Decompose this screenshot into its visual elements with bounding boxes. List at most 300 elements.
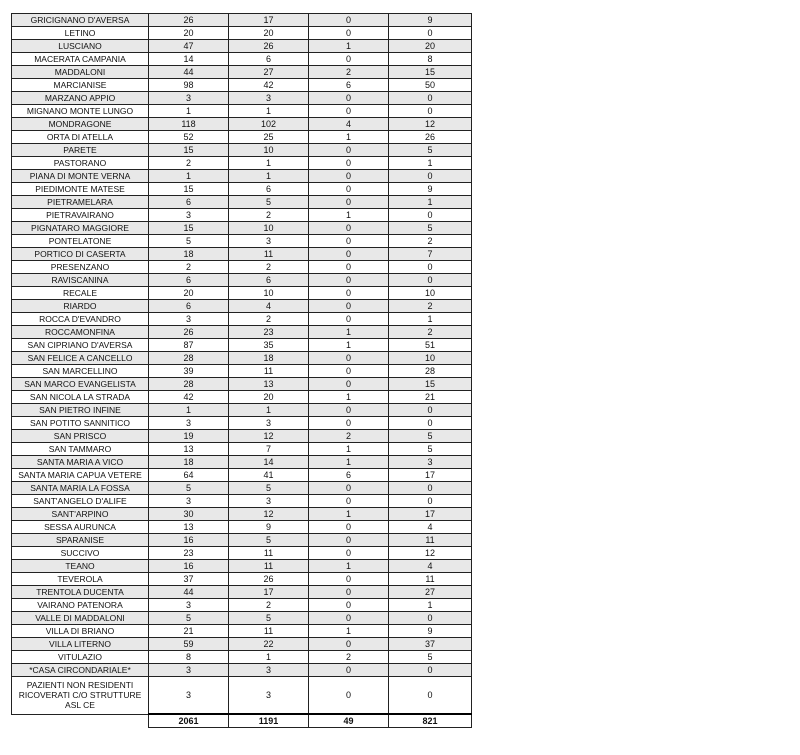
municipality-cell: VILLA DI BRIANO (12, 625, 149, 638)
municipality-cell: LUSCIANO (12, 40, 149, 53)
value-cell-c3: 0 (309, 222, 389, 235)
value-cell-c2: 2 (229, 313, 309, 326)
value-cell-c1: 13 (149, 521, 229, 534)
value-cell-c2: 6 (229, 274, 309, 287)
value-cell-c3: 0 (309, 27, 389, 40)
table-row (12, 53, 472, 66)
table-row (12, 27, 472, 40)
value-cell-c2: 3 (229, 495, 309, 508)
value-cell-c3: 2 (309, 66, 389, 79)
value-cell-c2: 3 (229, 664, 309, 677)
value-cell-c2: 1 (229, 157, 309, 170)
value-cell-c2: 12 (229, 430, 309, 443)
value-cell-c1: 44 (149, 66, 229, 79)
value-cell-c2: 10 (229, 287, 309, 300)
value-cell-c3: 0 (309, 105, 389, 118)
municipality-cell: SESSA AURUNCA (12, 521, 149, 534)
value-cell-c3: 1 (309, 40, 389, 53)
value-cell-c3: 0 (309, 534, 389, 547)
value-cell-c1: 26 (149, 326, 229, 339)
value-cell-c1: 21 (149, 625, 229, 638)
table-row (12, 534, 472, 547)
value-cell-c3: 0 (309, 365, 389, 378)
table-row (12, 586, 472, 599)
value-cell-c2: 20 (229, 27, 309, 40)
value-cell-c1: 6 (149, 274, 229, 287)
value-cell-c1: 15 (149, 144, 229, 157)
table-row (12, 664, 472, 677)
total-cell-c1: 2061 (149, 714, 229, 728)
value-cell-c1: 37 (149, 573, 229, 586)
value-cell-c4: 9 (389, 183, 472, 196)
table-row (12, 144, 472, 157)
value-cell-c1: 16 (149, 560, 229, 573)
value-cell-c1: 39 (149, 365, 229, 378)
value-cell-c2: 3 (229, 677, 309, 715)
value-cell-c4: 0 (389, 170, 472, 183)
value-cell-c1: 23 (149, 547, 229, 560)
municipality-cell: SAN FELICE A CANCELLO (12, 352, 149, 365)
table-row (12, 300, 472, 313)
value-cell-c1: 47 (149, 40, 229, 53)
table-row (12, 131, 472, 144)
value-cell-c2: 6 (229, 53, 309, 66)
municipality-cell: VAIRANO PATENORA (12, 599, 149, 612)
value-cell-c4: 11 (389, 534, 472, 547)
value-cell-c1: 2 (149, 261, 229, 274)
value-cell-c2: 7 (229, 443, 309, 456)
value-cell-c3: 2 (309, 430, 389, 443)
municipality-cell: SANT'ARPINO (12, 508, 149, 521)
municipality-cell: MONDRAGONE (12, 118, 149, 131)
value-cell-c4: 17 (389, 469, 472, 482)
value-cell-c2: 1 (229, 105, 309, 118)
municipality-cell: SPARANISE (12, 534, 149, 547)
value-cell-c1: 5 (149, 482, 229, 495)
table-row (12, 79, 472, 92)
value-cell-c4: 26 (389, 131, 472, 144)
municipality-cell: PIEDIMONTE MATESE (12, 183, 149, 196)
value-cell-c2: 17 (229, 586, 309, 599)
value-cell-c2: 14 (229, 456, 309, 469)
municipality-cell: SAN PIETRO INFINE (12, 404, 149, 417)
value-cell-c4: 1 (389, 157, 472, 170)
table-row (12, 599, 472, 612)
value-cell-c1: 13 (149, 443, 229, 456)
value-cell-c4: 21 (389, 391, 472, 404)
municipality-cell: MARZANO APPIO (12, 92, 149, 105)
value-cell-c2: 17 (229, 14, 309, 27)
value-cell-c4: 0 (389, 261, 472, 274)
value-cell-c4: 0 (389, 105, 472, 118)
municipality-cell: SUCCIVO (12, 547, 149, 560)
municipality-cell: SANTA MARIA A VICO (12, 456, 149, 469)
value-cell-c3: 0 (309, 378, 389, 391)
value-cell-c1: 20 (149, 287, 229, 300)
value-cell-c3: 0 (309, 170, 389, 183)
value-cell-c1: 3 (149, 599, 229, 612)
value-cell-c1: 3 (149, 495, 229, 508)
value-cell-c3: 1 (309, 508, 389, 521)
value-cell-c1: 3 (149, 313, 229, 326)
table-row (12, 651, 472, 664)
value-cell-c4: 4 (389, 560, 472, 573)
value-cell-c4: 9 (389, 625, 472, 638)
value-cell-c3: 0 (309, 612, 389, 625)
value-cell-c4: 5 (389, 651, 472, 664)
value-cell-c4: 10 (389, 352, 472, 365)
value-cell-c3: 1 (309, 456, 389, 469)
municipality-cell: PIANA DI MONTE VERNA (12, 170, 149, 183)
table-row (12, 378, 472, 391)
value-cell-c3: 0 (309, 313, 389, 326)
value-cell-c2: 3 (229, 92, 309, 105)
value-cell-c3: 0 (309, 495, 389, 508)
table-row (12, 521, 472, 534)
value-cell-c4: 0 (389, 274, 472, 287)
table-row (12, 339, 472, 352)
value-cell-c2: 102 (229, 118, 309, 131)
value-cell-c2: 10 (229, 222, 309, 235)
municipality-cell: SAN TAMMARO (12, 443, 149, 456)
value-cell-c4: 15 (389, 378, 472, 391)
value-cell-c1: 5 (149, 235, 229, 248)
municipality-cell: PONTELATONE (12, 235, 149, 248)
municipality-cell: TRENTOLA DUCENTA (12, 586, 149, 599)
value-cell-c2: 22 (229, 638, 309, 651)
value-cell-c2: 2 (229, 209, 309, 222)
value-cell-c4: 2 (389, 326, 472, 339)
table-row (12, 352, 472, 365)
value-cell-c2: 26 (229, 573, 309, 586)
value-cell-c2: 42 (229, 79, 309, 92)
municipality-cell: LETINO (12, 27, 149, 40)
value-cell-c2: 1 (229, 170, 309, 183)
value-cell-c2: 2 (229, 599, 309, 612)
table-row (12, 313, 472, 326)
table-row (12, 40, 472, 53)
value-cell-c1: 59 (149, 638, 229, 651)
table-row (12, 209, 472, 222)
municipality-cell: ORTA DI ATELLA (12, 131, 149, 144)
municipality-cell: PAZIENTI NON RESIDENTI RICOVERATI C/O STRUTTURE ASL CE (12, 677, 149, 715)
table-row (12, 222, 472, 235)
value-cell-c2: 1 (229, 404, 309, 417)
value-cell-c4: 5 (389, 144, 472, 157)
value-cell-c3: 0 (309, 521, 389, 534)
value-cell-c4: 5 (389, 222, 472, 235)
value-cell-c4: 0 (389, 612, 472, 625)
table-row (12, 170, 472, 183)
value-cell-c3: 0 (309, 14, 389, 27)
table-row (12, 118, 472, 131)
value-cell-c1: 18 (149, 248, 229, 261)
table-row (12, 157, 472, 170)
value-cell-c2: 11 (229, 547, 309, 560)
value-cell-c4: 7 (389, 248, 472, 261)
total-cell-c4: 821 (389, 714, 472, 728)
value-cell-c4: 0 (389, 677, 472, 715)
value-cell-c3: 0 (309, 183, 389, 196)
value-cell-c4: 15 (389, 66, 472, 79)
value-cell-c2: 4 (229, 300, 309, 313)
table-row (12, 625, 472, 638)
value-cell-c1: 2 (149, 157, 229, 170)
value-cell-c4: 2 (389, 235, 472, 248)
municipality-cell: PORTICO DI CASERTA (12, 248, 149, 261)
municipality-cell: MADDALONI (12, 66, 149, 79)
municipality-cell: RAVISCANINA (12, 274, 149, 287)
value-cell-c1: 16 (149, 534, 229, 547)
value-cell-c1: 42 (149, 391, 229, 404)
value-cell-c1: 98 (149, 79, 229, 92)
value-cell-c1: 3 (149, 417, 229, 430)
table-row (12, 495, 472, 508)
value-cell-c4: 0 (389, 664, 472, 677)
table-row (12, 287, 472, 300)
table-row (12, 105, 472, 118)
value-cell-c3: 1 (309, 443, 389, 456)
value-cell-c3: 0 (309, 261, 389, 274)
value-cell-c2: 20 (229, 391, 309, 404)
value-cell-c3: 1 (309, 560, 389, 573)
municipality-cell: ROCCA D'EVANDRO (12, 313, 149, 326)
municipality-cell: PARETE (12, 144, 149, 157)
value-cell-c1: 1 (149, 404, 229, 417)
value-cell-c1: 19 (149, 430, 229, 443)
value-cell-c2: 13 (229, 378, 309, 391)
municipality-cell: SANTA MARIA LA FOSSA (12, 482, 149, 495)
table-row (12, 560, 472, 573)
value-cell-c3: 1 (309, 209, 389, 222)
value-cell-c1: 6 (149, 300, 229, 313)
value-cell-c4: 0 (389, 404, 472, 417)
value-cell-c2: 12 (229, 508, 309, 521)
municipality-cell: PIETRAVAIRANO (12, 209, 149, 222)
municipality-cell: SAN PRISCO (12, 430, 149, 443)
value-cell-c4: 27 (389, 586, 472, 599)
value-cell-c2: 3 (229, 417, 309, 430)
table-row (12, 183, 472, 196)
value-cell-c2: 27 (229, 66, 309, 79)
value-cell-c2: 11 (229, 248, 309, 261)
value-cell-c4: 3 (389, 456, 472, 469)
table-row (12, 404, 472, 417)
municipality-cell: SANT'ANGELO D'ALIFE (12, 495, 149, 508)
municipality-cell: SANTA MARIA CAPUA VETERE (12, 469, 149, 482)
value-cell-c4: 9 (389, 14, 472, 27)
value-cell-c4: 0 (389, 417, 472, 430)
value-cell-c1: 28 (149, 378, 229, 391)
value-cell-c4: 28 (389, 365, 472, 378)
municipality-cell: ROCCAMONFINA (12, 326, 149, 339)
value-cell-c1: 87 (149, 339, 229, 352)
table-row (12, 482, 472, 495)
municipality-cell: VITULAZIO (12, 651, 149, 664)
value-cell-c1: 3 (149, 664, 229, 677)
value-cell-c3: 0 (309, 144, 389, 157)
value-cell-c3: 1 (309, 131, 389, 144)
table-row (12, 612, 472, 625)
value-cell-c2: 18 (229, 352, 309, 365)
municipality-cell: TEVEROLA (12, 573, 149, 586)
value-cell-c1: 26 (149, 14, 229, 27)
table-body (12, 14, 472, 728)
value-cell-c2: 23 (229, 326, 309, 339)
value-cell-c4: 1 (389, 196, 472, 209)
value-cell-c2: 11 (229, 560, 309, 573)
value-cell-c1: 64 (149, 469, 229, 482)
value-cell-c2: 2 (229, 261, 309, 274)
value-cell-c1: 15 (149, 222, 229, 235)
value-cell-c3: 0 (309, 638, 389, 651)
value-cell-c3: 0 (309, 235, 389, 248)
municipality-cell: SAN MARCELLINO (12, 365, 149, 378)
value-cell-c3: 0 (309, 287, 389, 300)
municipality-table (11, 13, 472, 728)
value-cell-c3: 6 (309, 469, 389, 482)
total-label-cell (12, 714, 149, 728)
value-cell-c2: 5 (229, 612, 309, 625)
value-cell-c3: 6 (309, 79, 389, 92)
table-row (12, 638, 472, 651)
table-row (12, 365, 472, 378)
value-cell-c2: 6 (229, 183, 309, 196)
municipality-cell: VALLE DI MADDALONI (12, 612, 149, 625)
table-row (12, 248, 472, 261)
value-cell-c4: 1 (389, 313, 472, 326)
value-cell-c3: 4 (309, 118, 389, 131)
municipality-cell: SAN MARCO EVANGELISTA (12, 378, 149, 391)
value-cell-c2: 25 (229, 131, 309, 144)
value-cell-c3: 2 (309, 651, 389, 664)
value-cell-c1: 18 (149, 456, 229, 469)
municipality-cell: PRESENZANO (12, 261, 149, 274)
value-cell-c2: 5 (229, 482, 309, 495)
value-cell-c4: 5 (389, 430, 472, 443)
municipality-cell: PASTORANO (12, 157, 149, 170)
value-cell-c1: 118 (149, 118, 229, 131)
table-row (12, 92, 472, 105)
value-cell-c1: 28 (149, 352, 229, 365)
value-cell-c3: 0 (309, 274, 389, 287)
table-row (12, 391, 472, 404)
value-cell-c3: 0 (309, 599, 389, 612)
table-row (12, 508, 472, 521)
table-row (12, 261, 472, 274)
value-cell-c4: 8 (389, 53, 472, 66)
value-cell-c3: 0 (309, 586, 389, 599)
value-cell-c2: 9 (229, 521, 309, 534)
value-cell-c3: 0 (309, 352, 389, 365)
value-cell-c3: 0 (309, 196, 389, 209)
value-cell-c3: 0 (309, 664, 389, 677)
value-cell-c4: 12 (389, 547, 472, 560)
value-cell-c2: 5 (229, 196, 309, 209)
value-cell-c2: 41 (229, 469, 309, 482)
total-cell-c3: 49 (309, 714, 389, 728)
table-row (12, 469, 472, 482)
table-row (12, 443, 472, 456)
value-cell-c3: 0 (309, 157, 389, 170)
value-cell-c3: 1 (309, 326, 389, 339)
value-cell-c3: 0 (309, 417, 389, 430)
value-cell-c2: 26 (229, 40, 309, 53)
value-cell-c3: 0 (309, 482, 389, 495)
value-cell-c3: 1 (309, 625, 389, 638)
table-row (12, 326, 472, 339)
municipality-cell: VILLA LITERNO (12, 638, 149, 651)
value-cell-c2: 1 (229, 651, 309, 664)
value-cell-c4: 1 (389, 599, 472, 612)
table-row (12, 430, 472, 443)
value-cell-c4: 11 (389, 573, 472, 586)
value-cell-c3: 0 (309, 92, 389, 105)
municipality-cell: MIGNANO MONTE LUNGO (12, 105, 149, 118)
table-row (12, 66, 472, 79)
value-cell-c4: 17 (389, 508, 472, 521)
value-cell-c3: 0 (309, 547, 389, 560)
table-row (12, 235, 472, 248)
value-cell-c1: 15 (149, 183, 229, 196)
value-cell-c2: 11 (229, 625, 309, 638)
value-cell-c4: 0 (389, 209, 472, 222)
table-row (12, 677, 472, 715)
value-cell-c3: 0 (309, 300, 389, 313)
municipality-cell: GRICIGNANO D'AVERSA (12, 14, 149, 27)
value-cell-c4: 50 (389, 79, 472, 92)
value-cell-c1: 5 (149, 612, 229, 625)
value-cell-c4: 0 (389, 92, 472, 105)
value-cell-c3: 1 (309, 391, 389, 404)
value-cell-c1: 14 (149, 53, 229, 66)
table-row (12, 573, 472, 586)
value-cell-c1: 8 (149, 651, 229, 664)
total-cell-c2: 1191 (229, 714, 309, 728)
value-cell-c1: 20 (149, 27, 229, 40)
table-row (12, 196, 472, 209)
value-cell-c4: 2 (389, 300, 472, 313)
municipality-cell: RIARDO (12, 300, 149, 313)
value-cell-c1: 52 (149, 131, 229, 144)
value-cell-c1: 1 (149, 170, 229, 183)
municipality-cell: PIETRAMELARA (12, 196, 149, 209)
municipality-cell: SAN CIPRIANO D'AVERSA (12, 339, 149, 352)
value-cell-c2: 11 (229, 365, 309, 378)
value-cell-c1: 3 (149, 677, 229, 715)
value-cell-c1: 44 (149, 586, 229, 599)
municipality-cell: RECALE (12, 287, 149, 300)
table-row (12, 14, 472, 27)
value-cell-c4: 4 (389, 521, 472, 534)
municipality-cell: SAN NICOLA LA STRADA (12, 391, 149, 404)
value-cell-c3: 0 (309, 404, 389, 417)
value-cell-c1: 30 (149, 508, 229, 521)
value-cell-c4: 37 (389, 638, 472, 651)
municipality-cell: MARCIANISE (12, 79, 149, 92)
table-row (12, 274, 472, 287)
value-cell-c4: 5 (389, 443, 472, 456)
total-row (12, 714, 472, 728)
value-cell-c3: 0 (309, 53, 389, 66)
value-cell-c4: 0 (389, 482, 472, 495)
table-row (12, 547, 472, 560)
value-cell-c4: 51 (389, 339, 472, 352)
value-cell-c4: 0 (389, 27, 472, 40)
table-row (12, 456, 472, 469)
value-cell-c1: 6 (149, 196, 229, 209)
municipality-cell: PIGNATARO MAGGIORE (12, 222, 149, 235)
